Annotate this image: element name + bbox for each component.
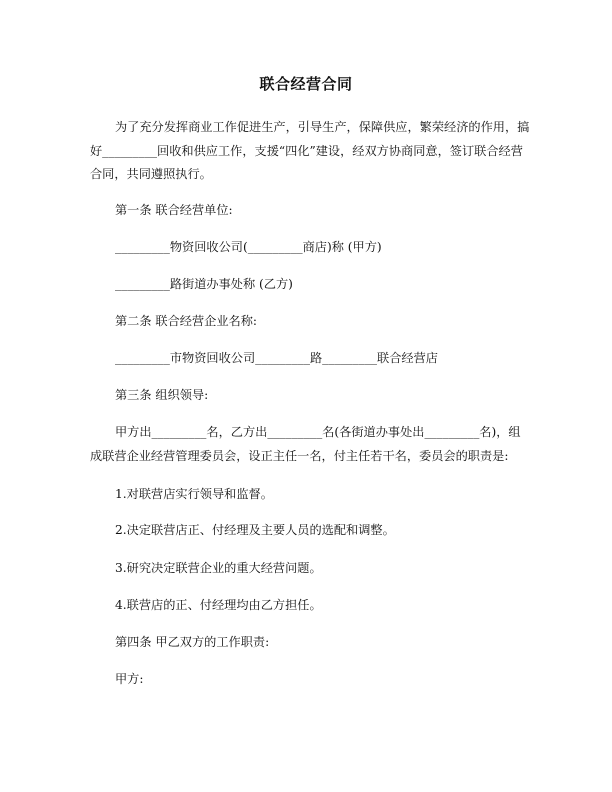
- article3-para-line-2: 成联营企业经营管理委员会，设正主任一名，付主任若干名，委员会的职责是:: [90, 449, 509, 463]
- article3-item-3: 3.研究决定联营企业的重大经营问题。: [115, 561, 322, 575]
- article4-party-a-label: 甲方:: [115, 672, 144, 686]
- article2-name: _________市物资回收公司_________路_________联合经营店: [115, 351, 438, 365]
- article3-item-2: 2.决定联营店正、付经理及主要人员的选配和调整。: [115, 523, 395, 537]
- article3-heading: 第三条 组织领导:: [115, 388, 209, 402]
- article4-heading: 第四条 甲乙双方的工作职责:: [115, 635, 270, 649]
- document-title: 联合经营合同: [259, 75, 353, 93]
- intro-line-3: 合同，共同遵照执行。: [90, 167, 212, 181]
- article3-item-1: 1.对联营店实行领导和监督。: [115, 487, 273, 501]
- article1-party-b: _________路街道办事处称 (乙方): [115, 277, 293, 291]
- article2-heading: 第二条 联合经营企业名称:: [115, 314, 258, 328]
- intro-line-2: 好_________回收和供应工作，支援“四化”建设，经双方协商同意，签订联合经营: [90, 144, 523, 158]
- article3-item-4: 4.联营店的正、付经理均由乙方担任。: [115, 598, 322, 612]
- article3-para-line-1: 甲方出_________名，乙方出_________名(各街道办事处出_________名)，组: [115, 425, 521, 439]
- article1-party-a: _________物资回收公司(_________商店)称 (甲方): [115, 240, 382, 254]
- intro-line-1: 为了充分发挥商业工作促进生产，引导生产，保障供应，繁荣经济的作用，搞: [115, 120, 530, 134]
- article1-heading: 第一条 联合经营单位:: [115, 203, 233, 217]
